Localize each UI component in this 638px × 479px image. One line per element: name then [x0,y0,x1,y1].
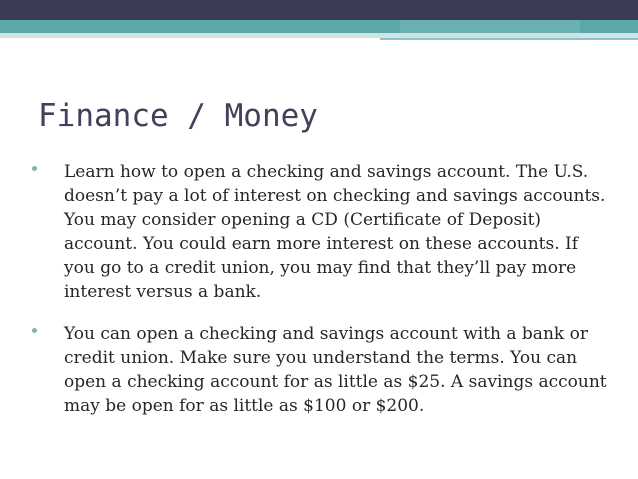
bullet-line: You may consider opening a CD (Certificate of Deposit) [64,210,542,230]
bullet-line: you go to a credit union, you may find that they’ll pay more [64,258,577,278]
bullet-list [30,160,610,436]
bullet-line: credit union. Make sure you understand the terms. You can [64,348,578,368]
header-band-accent [400,20,580,33]
bullet-line: You can open a checking and savings account with a bank or [64,324,588,344]
header-accent-line [380,38,638,40]
header-band-dark [0,0,638,20]
bullet-line: doesn’t pay a lot of interest on checking and savings accounts. [64,186,606,206]
bullet-line: may be open for as little as $100 or $200. [64,396,425,416]
slide-title: Finance / Money [38,98,318,134]
bullet-dot-icon [32,166,37,171]
bullet-dot-icon [32,328,37,333]
bullet-line: Learn how to open a checking and savings account. The U.S. [64,162,589,182]
bullet-line: account. You could earn more interest on these accounts. If [64,234,579,254]
bullet-item-2 [30,322,610,418]
bullet-item-1 [30,160,610,304]
bullet-line: open a checking account for as little as $25. A savings account [64,372,607,392]
bullet-line: interest versus a bank. [64,282,262,302]
